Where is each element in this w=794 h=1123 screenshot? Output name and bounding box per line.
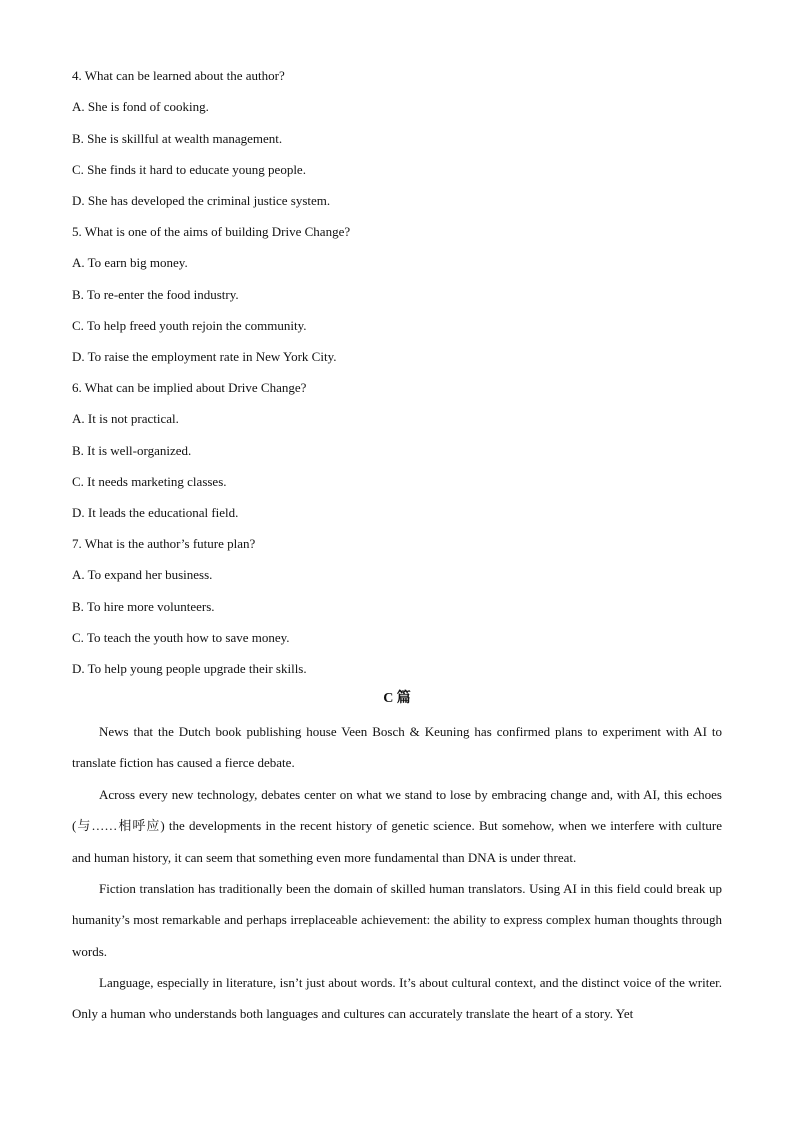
passage-paragraph: Fiction translation has traditionally been the domain of skilled human translators. Using AI in this field could break up humanity’s most remarkable and perhaps irreplaceable achievement: the ability to express complex human thoughts through words. <box>72 881 722 959</box>
passage-paragraph: Language, especially in literature, isn’t just about words. It’s about cultural context, and the distinct voice of the writer. Only a human who understands both languages and cultures can accurately translate the heart of a story. Yet <box>72 975 722 1022</box>
answer-option: D. To raise the employment rate in New York City. <box>72 349 337 364</box>
question-stem: 5. What is one of the aims of building Drive Change? <box>72 224 351 239</box>
answer-option: B. To hire more volunteers. <box>72 599 215 614</box>
answer-option: A. She is fond of cooking. <box>72 99 209 114</box>
answer-option: A. To expand her business. <box>72 567 213 582</box>
answer-option: C. She finds it hard to educate young people. <box>72 162 306 177</box>
answer-option: B. She is skillful at wealth management. <box>72 131 283 146</box>
answer-option: B. To re-enter the food industry. <box>72 287 239 302</box>
passage-paragraph: News that the Dutch book publishing house Veen Bosch & Keuning has confirmed plans to experiment with AI to translate fiction has caused a fierce debate. <box>72 724 722 771</box>
answer-option: B. It is well-organized. <box>72 443 192 458</box>
question-stem: 4. What can be learned about the author? <box>72 68 285 83</box>
section-heading: C 篇 <box>383 691 411 706</box>
answer-option: A. To earn big money. <box>72 255 188 270</box>
answer-option: C. It needs marketing classes. <box>72 474 227 489</box>
answer-option: D. It leads the educational field. <box>72 505 239 520</box>
answer-option: D. To help young people upgrade their skills. <box>72 661 307 676</box>
question-stem: 7. What is the author’s future plan? <box>72 536 256 551</box>
answer-option: A. It is not practical. <box>72 411 179 426</box>
answer-option: D. She has developed the criminal justice system. <box>72 193 331 208</box>
passage-paragraph: Across every new technology, debates center on what we stand to lose by embracing change and, with AI, this echoes (与……相呼应) the developments in the recent history of genetic science. But somehow, when we interfere with culture and human history, it can seem that something even more fundamental than DNA is under threat. <box>72 787 722 865</box>
answer-option: C. To help freed youth rejoin the community. <box>72 318 307 333</box>
answer-option: C. To teach the youth how to save money. <box>72 630 290 645</box>
question-stem: 6. What can be implied about Drive Change? <box>72 380 307 395</box>
